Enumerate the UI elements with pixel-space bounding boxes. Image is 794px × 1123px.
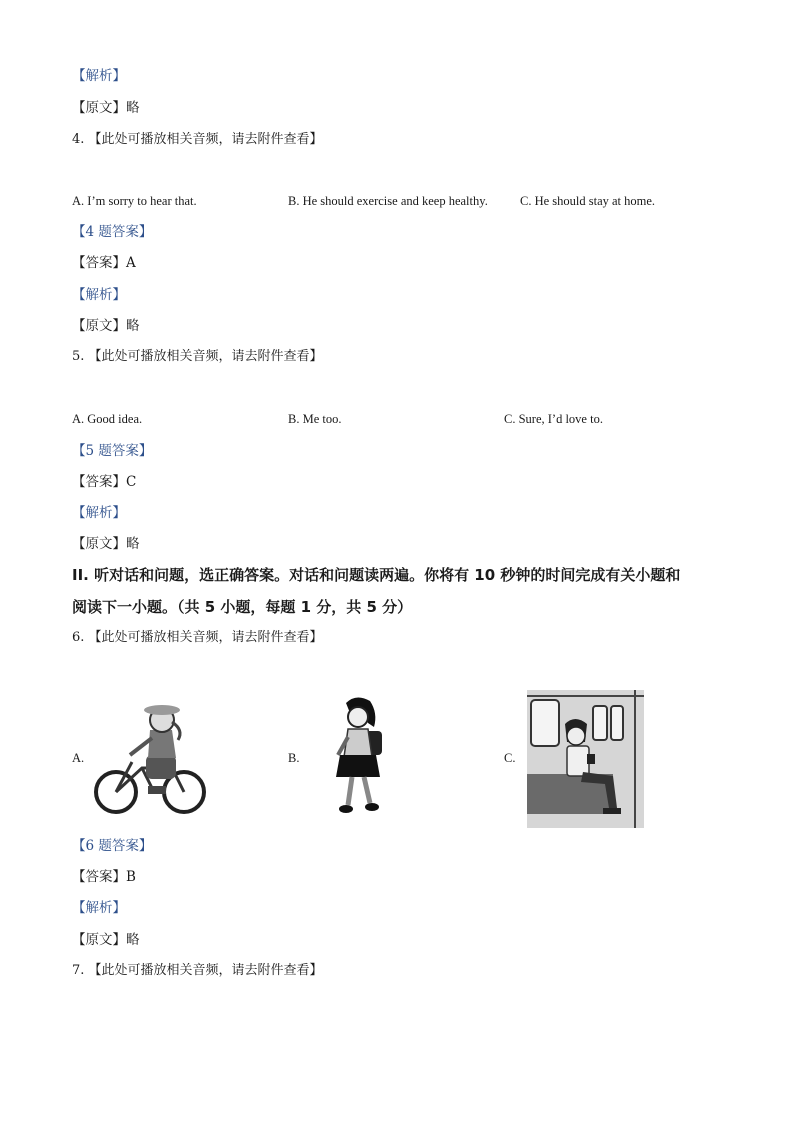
question-5-prompt: 5. 【此处可播放相关音频，请去附件查看】	[72, 349, 323, 364]
q5-answer: 【答案】C	[72, 474, 137, 490]
q5-option-c: C. Sure, I’d love to.	[504, 412, 603, 426]
analysis-label: 【解析】	[72, 68, 126, 84]
q5-original-text: 【原文】略	[72, 536, 140, 552]
q6-answer: 【答案】B	[72, 869, 136, 885]
question-6-prompt: 6. 【此处可播放相关音频，请去附件查看】	[72, 630, 323, 645]
q4-answer-header: 【4 题答案】	[72, 224, 153, 240]
question-7-prompt: 7. 【此处可播放相关音频，请去附件查看】	[72, 963, 323, 978]
girl-riding-bicycle-image	[92, 700, 210, 818]
q5-answer-header: 【5 题答案】	[72, 443, 153, 459]
section-2-instruction-line1: II. 听对话和问题，选正确答案。对话和问题读两遍。你将有 10 秒钟的时间完成有关小题和	[72, 566, 681, 584]
q5-analysis-label: 【解析】	[72, 505, 126, 521]
q6-option-c-letter: C.	[504, 751, 516, 765]
q4-option-a: A. I’m sorry to hear that.	[72, 194, 197, 208]
q4-answer: 【答案】A	[72, 255, 136, 271]
q6-option-a-letter: A.	[72, 751, 85, 765]
q4-option-b: B. He should exercise and keep healthy.	[288, 194, 488, 208]
q5-option-b: B. Me too.	[288, 412, 342, 426]
girl-walking-with-backpack-image	[328, 693, 386, 823]
q6-answer-header: 【6 题答案】	[72, 838, 153, 854]
q4-analysis-label: 【解析】	[72, 287, 126, 303]
q6-option-b-letter: B.	[288, 751, 300, 765]
q6-analysis-label: 【解析】	[72, 900, 126, 916]
q6-original-text: 【原文】略	[72, 932, 140, 948]
q5-option-a: A. Good idea.	[72, 412, 143, 426]
q4-option-c: C. He should stay at home.	[520, 194, 656, 208]
q4-original-text: 【原文】略	[72, 318, 140, 334]
original-text-line: 【原文】略	[72, 100, 140, 116]
section-2-instruction-line2: 阅读下一小题。（共 5 小题，每题 1 分，共 5 分）	[72, 598, 413, 616]
girl-sitting-on-train-image	[527, 690, 644, 828]
question-4-prompt: 4. 【此处可播放相关音频，请去附件查看】	[72, 132, 323, 147]
